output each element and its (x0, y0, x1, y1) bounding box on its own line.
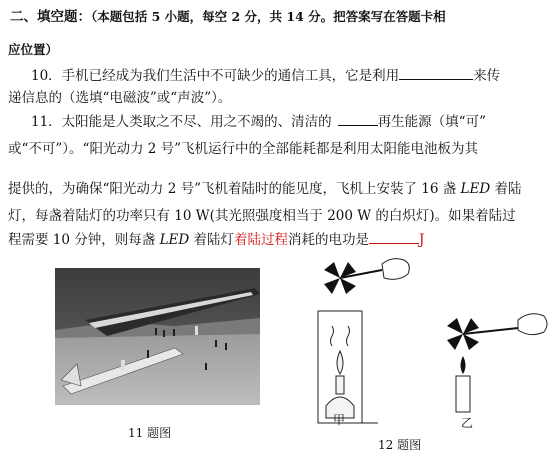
figure-12-caption: 12 题图 (378, 438, 422, 452)
q11-line2: 或“不可”）。“阳光动力 2 号”飞机运行中的全部能耗都是利用太阳能电池板为其 (8, 141, 479, 157)
pinwheel-experiment-figure (300, 256, 550, 431)
section-instructions: （本题包括 5 小题，每空 2 分，共 14 分。把答案写在答题卡相 (91, 9, 446, 24)
q11-text-a: 11．太阳能是人类取之不尽、用之不竭的、清洁的 (31, 114, 332, 130)
section-instructions-cont: 应位置） (8, 42, 59, 57)
solar-plane-photo (55, 268, 260, 405)
q11-answer-blank-2[interactable] (369, 230, 419, 244)
q11-unit-j: J (419, 232, 425, 248)
q11-answer-blank-1[interactable] (338, 112, 378, 126)
section-heading: 二、填空题： (10, 9, 91, 25)
q11-line1 (31, 112, 486, 131)
q11-text-3c: 着陆 (490, 181, 522, 197)
q11-line5 (8, 230, 424, 249)
q11-text-5e: 消耗的电功是 (288, 232, 370, 248)
q11-text-5c: 着陆灯 (189, 232, 235, 248)
q11-text-3a: 提供的，为确保“阳光动力 2 号”飞机着陆时的能见度，飞机上安装了 16 盏 (8, 181, 461, 197)
q11-led-2: LED (159, 232, 190, 248)
label-yi: 乙 (461, 416, 474, 430)
q10-text-a: 10．手机已经成为我们生活中不可缺少的通信工具，它是利用 (31, 68, 400, 84)
q11-highlight-process: 着陆过程 (234, 232, 289, 248)
label-jia: 甲 (333, 413, 346, 427)
q11-text-5a: 程需要 10 分钟，则每盏 (8, 232, 160, 248)
q10-text-b: 来传 (473, 68, 501, 84)
q11-text-b: 再生能源（填“可” (377, 114, 486, 130)
figure-11-caption: 11 题图 (128, 426, 172, 440)
q11-line3 (8, 180, 521, 198)
q11-led-1: LED (460, 181, 491, 197)
q10-answer-blank[interactable] (399, 66, 473, 80)
q10-line2: 递信息的（选填“电磁波”或“声波”）。 (8, 90, 232, 106)
q10-line1 (31, 66, 500, 85)
section-heading-line (10, 8, 446, 26)
q11-line4: 灯，每盏着陆灯的功率只有 10 W(其光照强度相当于 200 W 的白炽灯)。如果着陆过 (8, 208, 516, 224)
